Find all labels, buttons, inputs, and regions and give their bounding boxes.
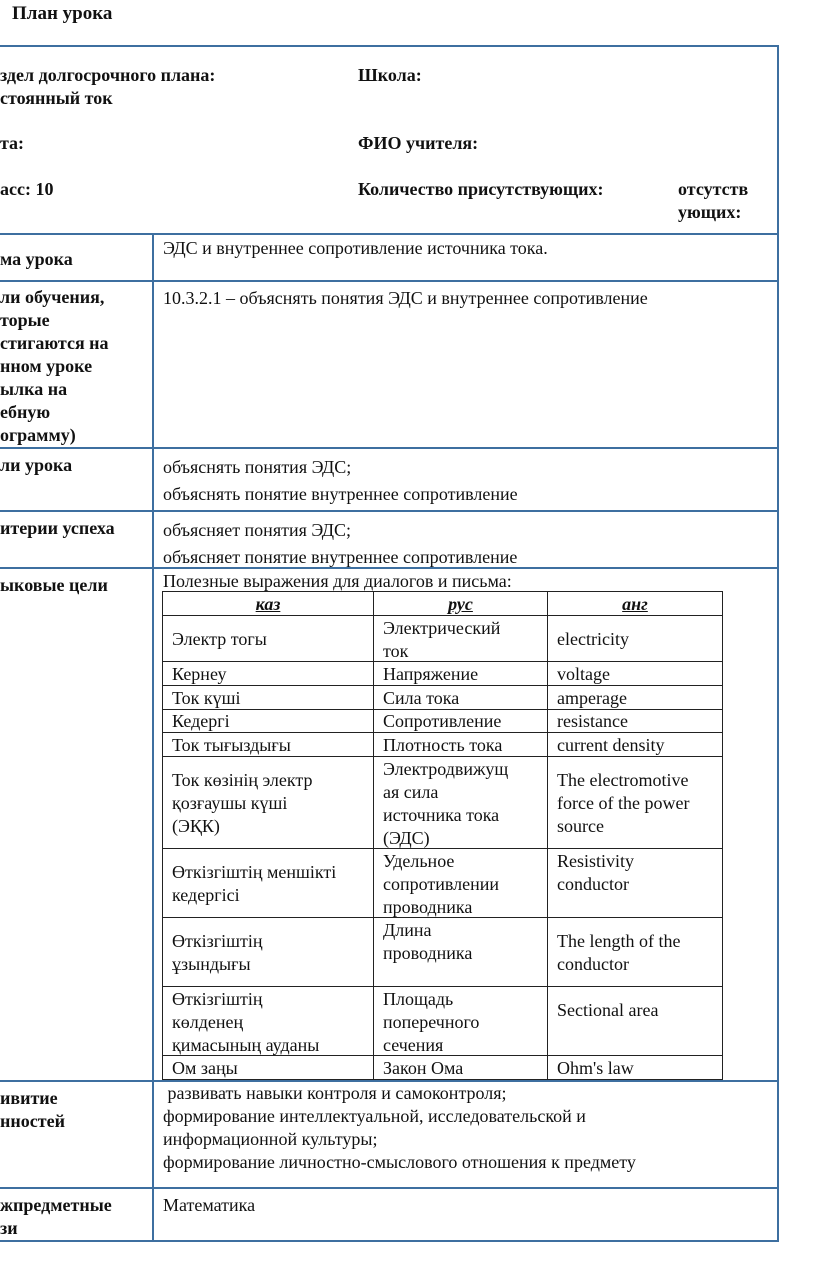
- goals-value: 10.3.2.1 – объяснять понятия ЭДС и внутреннее сопротивление: [163, 288, 648, 308]
- vocab-cell: Электродвижущ ая сила источника тока (ЭДС): [383, 759, 509, 848]
- vocab-cell: Напряжение: [383, 664, 479, 684]
- vocab-cell: resistance: [557, 711, 628, 731]
- topic-value: ЭДС и внутреннее сопротивление источника тока.: [163, 238, 548, 258]
- teacher-label: ФИО учителя:: [358, 133, 479, 153]
- absent-label-1: отсутств: [678, 179, 749, 199]
- values-label-2: нностей: [0, 1111, 65, 1131]
- values-line-2: формирование интеллектуальной, исследовательской и: [163, 1106, 586, 1126]
- vocab-cell: Ом заңы: [172, 1058, 238, 1078]
- vocab-cell: Ток күші: [172, 688, 241, 708]
- vocab-cell: Длина проводника: [383, 920, 473, 963]
- language-intro: Полезные выражения для диалогов и письма:: [163, 571, 512, 591]
- vocab-cell: Кедергі: [172, 711, 230, 731]
- vocab-cell: Кернеу: [172, 664, 227, 684]
- vocab-cell: Сила тока: [383, 688, 460, 708]
- vocab-cell: Площадь поперечного сечения: [383, 989, 480, 1055]
- vocab-cell: Өткізгіштің меншікті кедергісі: [172, 862, 337, 905]
- criteria-value-1: объясняет понятия ЭДС;: [163, 520, 352, 540]
- vocab-cell: voltage: [557, 664, 610, 684]
- vocab-header-eng: анг: [622, 594, 648, 614]
- criteria-value-2: объясняет понятие внутреннее сопротивление: [163, 547, 518, 567]
- vocab-cell: Ohm's law: [557, 1058, 634, 1078]
- vocab-header-rus: рус: [448, 594, 473, 614]
- goals-label-line: ебную: [0, 402, 51, 422]
- vocab-cell: current density: [557, 735, 665, 755]
- links-label-2: зи: [0, 1218, 18, 1238]
- aims-value-1: объяснять понятия ЭДС;: [163, 457, 352, 477]
- vocab-cell: electricity: [557, 629, 629, 649]
- vocab-cell: Удельное сопротивлении проводника: [383, 851, 500, 917]
- section-label: здел долгосрочного плана:: [0, 65, 216, 85]
- vocab-cell: Өткізгіштің көлденең қимасының ауданы: [172, 989, 320, 1055]
- goals-label-line: стигаются на: [0, 333, 109, 353]
- criteria-label: итерии успеха: [0, 518, 115, 538]
- vocab-cell: Ток көзінің электр қозғаушы күші (ЭҚК): [172, 770, 313, 836]
- links-label-1: жпредметные: [0, 1195, 112, 1215]
- goals-label-line: ограмму): [0, 425, 76, 445]
- vocab-cell: Өткізгіштің ұзындығы: [172, 931, 263, 974]
- vocab-cell: The electromotive force of the power source: [557, 770, 690, 836]
- vocab-cell: The length of the conductor: [557, 931, 681, 974]
- goals-label-line: торые: [0, 310, 50, 330]
- topic-label: ма урока: [0, 249, 73, 269]
- absent-label-2: ующих:: [678, 202, 742, 222]
- goals-label-line: нном уроке: [0, 356, 93, 376]
- values-line-4: формирование личностно-смыслового отношения к предмету: [163, 1152, 636, 1172]
- vocab-cell: Закон Ома: [383, 1058, 464, 1078]
- date-label: та:: [0, 133, 25, 153]
- section-value: стоянный ток: [0, 88, 113, 108]
- aims-label: ли урока: [0, 455, 73, 475]
- school-label: Школа:: [358, 65, 422, 85]
- vocab-cell: Ток тығыздығы: [172, 735, 291, 755]
- vocab-cell: Электрический ток: [383, 618, 501, 661]
- links-value: Математика: [163, 1195, 256, 1215]
- vocab-cell: amperage: [557, 688, 627, 708]
- vocab-cell: Плотность тока: [383, 735, 503, 755]
- vocab-header-kaz: каз: [255, 594, 281, 614]
- goals-label-line: ылка на: [0, 379, 68, 399]
- values-line-1: развивать навыки контроля и самоконтроля;: [163, 1083, 507, 1103]
- vocab-cell: Электр тогы: [172, 629, 267, 649]
- aims-value-2: объяснять понятие внутреннее сопротивление: [163, 484, 518, 504]
- vocab-cell: Resistivity conductor: [557, 851, 635, 894]
- values-label-1: ивитие: [0, 1088, 58, 1108]
- vocab-cell: Sectional area: [557, 1000, 659, 1020]
- class-label: асс: 10: [0, 179, 54, 199]
- values-line-3: информационной культуры;: [163, 1129, 378, 1149]
- language-label: ыковые цели: [0, 575, 108, 595]
- page-title: План урока: [12, 3, 113, 24]
- goals-label-line: ли обучения,: [0, 287, 105, 307]
- attendance-label: Количество присутствующих:: [358, 179, 604, 199]
- vocab-cell: Сопротивление: [383, 711, 502, 731]
